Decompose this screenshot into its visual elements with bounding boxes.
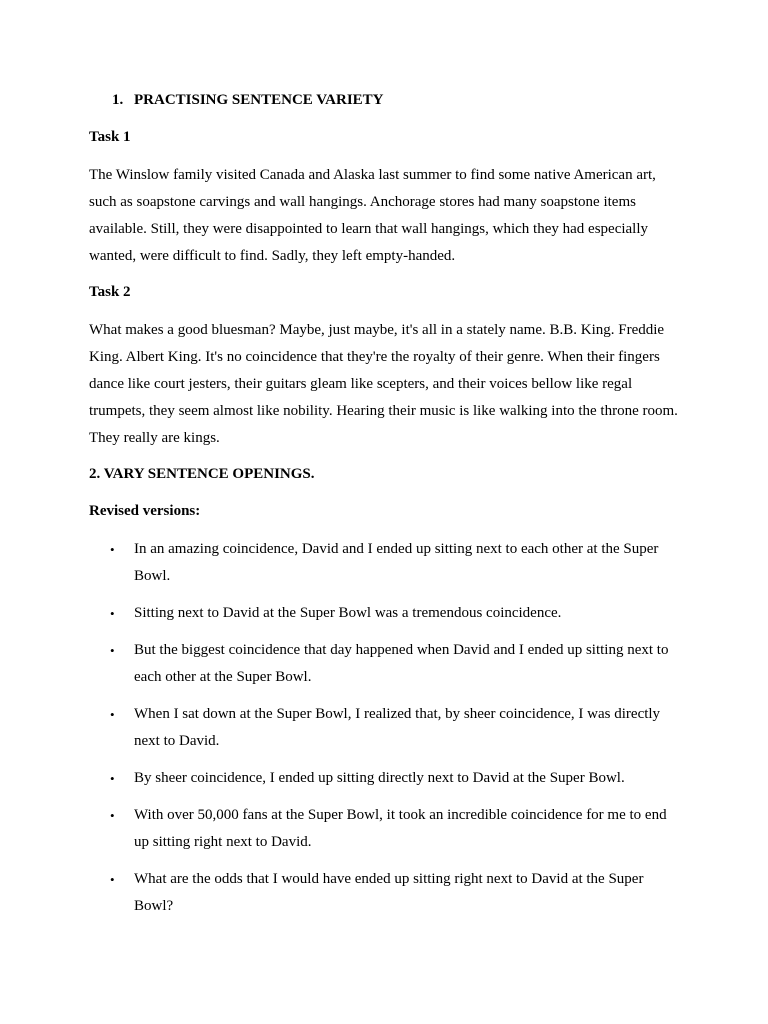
section-heading-1 xyxy=(112,88,679,112)
list-item-text: Sitting next to David at the Super Bowl was a tremendous coincidence. xyxy=(134,605,562,621)
document-page xyxy=(89,88,679,930)
list-item xyxy=(89,637,679,691)
list-item xyxy=(89,765,679,792)
task2-heading: Task 2 xyxy=(89,284,131,300)
bullet-icon: • xyxy=(110,643,115,658)
revised-versions-heading: Revised versions: xyxy=(89,503,201,519)
list-item xyxy=(89,600,679,627)
list-item-text: But the biggest coincidence that day happened when David and I ended up sitting next to each other at the Super Bowl. xyxy=(134,642,669,685)
list-item xyxy=(89,802,679,856)
revised-versions-list xyxy=(89,536,679,920)
section-title: PRACTISING SENTENCE VARIETY xyxy=(134,92,384,108)
bullet-icon: • xyxy=(110,606,115,621)
list-item xyxy=(89,866,679,920)
task1-paragraph: The Winslow family visited Canada and Alaska last summer to find some native American art, such as soapstone carvings and wall hangings. Anchorage stores had many soapstone items available. Still, they were disappointed to learn that wall hangings, which they had especially wanted, were difficult to find. Sadly, they left empty-handed. xyxy=(89,167,656,264)
list-item-text: In an amazing coincidence, David and I ended up sitting next to each other at the Super Bowl. xyxy=(134,541,659,584)
bullet-icon: • xyxy=(110,542,115,557)
bullet-icon: • xyxy=(110,771,115,786)
bullet-icon: • xyxy=(110,872,115,887)
list-item-text: When I sat down at the Super Bowl, I realized that, by sheer coincidence, I was directly next to David. xyxy=(134,706,661,749)
section-number: 1. xyxy=(112,92,124,108)
list-item xyxy=(89,701,679,755)
task2-paragraph: What makes a good bluesman? Maybe, just maybe, it's all in a stately name. B.B. King. Freddie King. Albert King. It's no coincidence that they're the royalty of their genre. When their fingers dance like court jesters, their guitars gleam like scepters, and their voices bellow like regal trumpets, they seem almost like nobility. Hearing their music is like walking into the throne room. They really are kings. xyxy=(89,322,678,446)
bullet-icon: • xyxy=(110,707,115,722)
list-item-text: By sheer coincidence, I ended up sitting directly next to David at the Super Bowl. xyxy=(134,770,625,786)
task1-heading: Task 1 xyxy=(89,129,131,145)
bullet-icon: • xyxy=(110,808,115,823)
list-item-text: What are the odds that I would have ended up sitting right next to David at the Super Bowl? xyxy=(134,871,644,914)
list-item xyxy=(89,536,679,590)
section-heading-2: 2. VARY SENTENCE OPENINGS. xyxy=(89,466,315,482)
list-item-text: With over 50,000 fans at the Super Bowl, it took an incredible coincidence for me to end up sitting right next to David. xyxy=(134,807,667,850)
